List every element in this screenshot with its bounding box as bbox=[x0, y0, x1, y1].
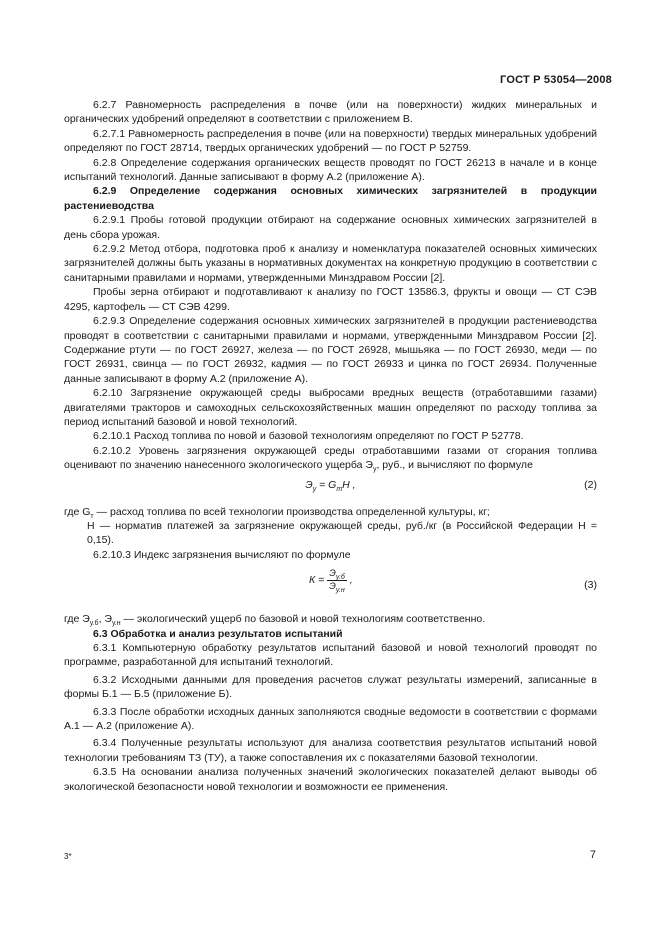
paragraph-6-2-9-2: 6.2.9.2 Метод отбора, подготовка проб к анализу и номенклатура показателей основных химических загрязнителей должны быть указаны в нормативных документах на конкретную продукцию в соответствии с санитарными правилами и нормами, утвержденными Минздравом России [2]. bbox=[64, 243, 597, 284]
paragraph-6-2-7-1: 6.2.7.1 Равномерность распределения в почве (или на поверхности) твердых минеральных удобрений определяют по ГОСТ 28714, твердых органических удобрений — по ГОСТ Р 52759. bbox=[64, 127, 597, 155]
paragraph-6-2-7: 6.2.7 Равномерность распределения в почве (или на поверхности) жидких минеральных и органических удобрений определяют в соответствии с приложением В. bbox=[64, 99, 597, 126]
paragraph-6-3-5: 6.3.5 На основании анализа полученных значений экологических показателей делают выводы об экологической безопасности новой технологии и возможности ее применения. bbox=[64, 766, 597, 793]
paragraph-6-2-9-1: 6.2.9.1 Пробы готовой продукции отбирают на содержание основных химических загрязнителей в день сбора урожая. bbox=[64, 214, 597, 241]
formula-2-number: (2) bbox=[584, 478, 597, 491]
formula-3 bbox=[64, 566, 597, 606]
where-clause-g: где $G_т$ — расход топлива по всей технологии производства определенной культуры, кг; bbox=[64, 505, 490, 520]
paragraph-6-2-9-3: 6.2.9.3 Определение содержания основных химических загрязнителей в продукции растениеводства проводят в соответствии с санитарными правилами и нормами, утвержденными Минздравом России [2]. Содержание ртути — по ГОСТ 26927, железа — по ГОСТ 26928, мышьяка — по ГОСТ 26930, меди — по ГОСТ 26931, свинца — по ГОСТ 26932, кадмия — по ГОСТ 26933 и цинка по ГОСТ 26934. Полученные данные записывают в форму А.2 (приложение А). bbox=[64, 315, 597, 385]
paragraph-6-3-4: 6.3.4 Полученные результаты используют для анализа соответствия результатов испытаний новой технологии требованиям ТЗ (ТУ), а также сопоставления их с показателями базовой технологии. bbox=[64, 737, 597, 764]
page-number: 7 bbox=[589, 849, 596, 861]
formula-3-fraction: $\frac{Э_{у.б}}{Э_{у.н}}$ bbox=[329, 568, 345, 595]
section-heading-6-3: 6.3 Обработка и анализ результатов испытаний bbox=[93, 627, 343, 640]
section-heading-6-2-9: 6.2.9 Определение содержания основных химических загрязнителей в продукции растениеводства bbox=[64, 185, 597, 212]
paragraph-grain-samples: Пробы зерна отбирают и подготавливают к анализу по ГОСТ 13586.3, фрукты и овощи — СТ СЭВ 4295, картофель — СТ СЭВ 4299. bbox=[64, 286, 597, 313]
formula-3-expression: К = $\frac{Э_{у.б}}{Э_{у.н}}$ , bbox=[309, 568, 353, 595]
paragraph-6-2-10-2: 6.2.10.2 Уровень загрязнения окружающей среды отработавшими газами от сгорания топлива оценивают по значению нанесенного экологического ущерба $Э_у$, руб., и вычисляют по формуле bbox=[64, 444, 597, 474]
where-clause-damage: где $Э_{у.б}$, $Э_{у.н}$ — экологический ущерб по базовой и новой технологиям соответственно. bbox=[64, 613, 486, 628]
formula-3-number: (3) bbox=[584, 579, 597, 592]
paragraph-6-2-8: 6.2.8 Определение содержания органических веществ проводят по ГОСТ 26213 в начале и в конце испытаний технологий. Данные записывают в форму А.2 (приложение А). bbox=[64, 156, 597, 184]
sheet-mark: 3* bbox=[64, 852, 72, 861]
paragraph-6-2-10-3: 6.2.10.3 Индекс загрязнения вычисляют по формуле bbox=[93, 548, 351, 561]
document-code: ГОСТ Р 53054—2008 bbox=[500, 74, 612, 86]
paragraph-6-2-10-1: 6.2.10.1 Расход топлива по новой и базовой технологиям определяют по ГОСТ Р 52778. bbox=[93, 430, 524, 443]
paragraph-6-3-1: 6.3.1 Компьютерную обработку результатов испытаний базовой и новой технологий проводят по программе, разработанной для испытаний технологий. bbox=[64, 642, 597, 669]
paragraph-6-3-2: 6.3.2 Исходными данными для проведения расчетов служат результаты измерений, записанные в формы Б.1 — Б.5 (приложение Б). bbox=[64, 673, 597, 701]
paragraph-6-3-3: 6.3.3 После обработки исходных данных заполняются сводные ведомости в соответствии с формами А.1 — А.2 (приложение А). bbox=[64, 705, 597, 733]
where-clause-h: Н — норматив платежей за загрязнение окружающей среды, руб./кг (в Российской Федерации Н = 0,15). bbox=[87, 519, 597, 547]
formula-2 bbox=[64, 478, 597, 500]
formula-2-expression: $Э_у = G_тH$ , bbox=[305, 478, 356, 493]
paragraph-6-2-10: 6.2.10 Загрязнение окружающей среды выбросами вредных веществ (отработавшими газами) двигателями тракторов и самоходных сельскохозяйственных машин определяют по расходу топлива за период испытаний базовой и новой технологий. bbox=[64, 387, 597, 428]
document-body bbox=[64, 98, 597, 794]
